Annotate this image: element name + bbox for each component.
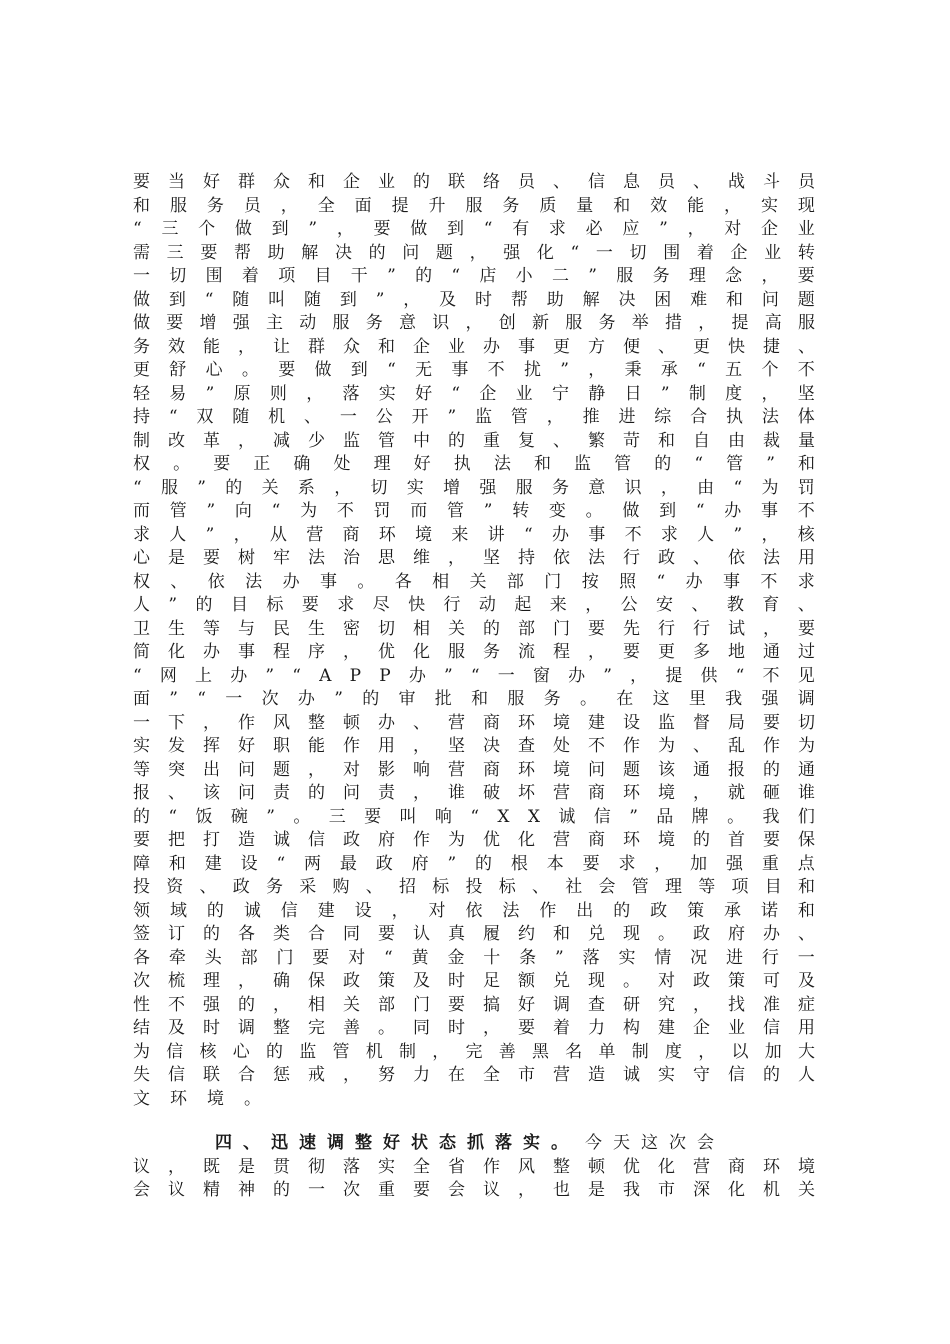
- text-line: 人 ” 的 目 标 要 求 尽 快 行 动 起 来 ， 公 安 、 教 育 、: [133, 595, 815, 615]
- text-line: 而 管 ” 向 “ 为 不 罚 而 管 ” 转 变 。 做 到 “ 办 事 不: [133, 501, 815, 521]
- text-line: 为 信 核 心 的 监 管 机 制 ， 完 善 黑 名 单 制 度 ， 以 加 大: [133, 1041, 815, 1062]
- text-line: 要 当 好 群 众 和 企 业 的 联 络 员 、 信 息 员 、 战 斗 员: [133, 172, 815, 192]
- text-line: 会 议 精 神 的 一 次 重 要 会 议 ， 也 是 我 市 深 化 机 关: [133, 1180, 815, 1200]
- text-line: 简 化 办 事 程 序 ， 优 化 服 务 流 程 ， 要 更 多 地 通 过: [133, 642, 815, 662]
- text-line: 卫 生 等 与 民 生 密 切 相 关 的 部 门 要 先 行 行 试 ， 要: [133, 618, 815, 639]
- text-line: “ 网 上 办 ” “ A P P 办 ” “ 一 窗 办 ” ， 提 供 “ 不 见: [133, 665, 815, 686]
- text-line: 失 信 联 合 惩 戒 ， 努 力 在 全 市 营 造 诚 实 守 信 的 人: [133, 1065, 815, 1085]
- text-line: 需 三 要 帮 助 解 决 的 问 题 ， 强 化 “ 一 切 围 着 企 业 转: [133, 242, 815, 263]
- text-line: 做 要 增 强 主 动 服 务 意 识 ， 创 新 服 务 举 措 ， 提 高 服: [133, 313, 815, 333]
- text-line: 报 、 该 问 责 的 问 责 ， 谁 破 坏 营 商 环 境 ， 就 砸 谁: [133, 783, 815, 803]
- text-line: 投 资 、 政 务 采 购 、 招 标 投 标 、 社 会 管 理 等 项 目 和: [133, 877, 815, 897]
- text-line: 权 、 依 法 办 事 。 各 相 关 部 门 按 照 “ 办 事 不 求: [133, 571, 815, 592]
- text-line: 轻 易 ” 原 则 ， 落 实 好 “ 企 业 宁 静 日 ” 制 度 ， 坚: [133, 383, 815, 404]
- text-line: 结 及 时 调 整 完 善 。 同 时 ， 要 着 力 构 建 企 业 信 用: [133, 1018, 815, 1038]
- text-line: 次 梳 理 ， 确 保 政 策 及 时 足 额 兑 现 。 对 政 策 可 及: [133, 971, 815, 991]
- text-line: 障 和 建 设 “ 两 最 政 府 ” 的 根 本 要 求 ， 加 强 重 点: [133, 853, 815, 874]
- text-line: 议 ， 既 是 贯 彻 落 实 全 省 作 风 整 顿 优 化 营 商 环 境: [133, 1156, 815, 1177]
- text-line: “ 三 个 做 到 ” ， 要 做 到 “ 有 求 必 应 ” ， 对 企 业: [133, 219, 815, 239]
- text-line: 文 环 境 。: [133, 1088, 261, 1109]
- text-line: 和 服 务 员 ， 全 面 提 升 服 务 质 量 和 效 能 ， 实 现: [133, 195, 815, 216]
- text-line: 制 改 革 ， 减 少 监 管 中 的 重 复 、 繁 苛 和 自 由 裁 量: [133, 430, 815, 451]
- body-text: [133, 171, 815, 1203]
- section-heading-continuation: 今天这次会: [585, 1133, 725, 1153]
- text-line: 心 是 要 树 牢 法 治 思 维 ， 坚 持 依 法 行 政 、 依 法 用: [133, 548, 815, 568]
- text-line: 要 把 打 造 诚 信 政 府 作 为 优 化 营 商 环 境 的 首 要 保: [133, 830, 815, 850]
- text-line: 做 到 “ 随 叫 随 到 ” ， 及 时 帮 助 解 决 困 难 和 问 题: [133, 289, 815, 310]
- text-line: 面 ” “ 一 次 办 ” 的 审 批 和 服 务 。 在 这 里 我 强 调: [133, 689, 815, 709]
- text-line: 领 域 的 诚 信 建 设 ， 对 依 法 作 出 的 政 策 承 诺 和: [133, 900, 815, 921]
- text-line: 实 发 挥 好 职 能 作 用 ， 坚 决 查 处 不 作 为 、 乱 作 为: [133, 736, 815, 756]
- text-line: 一 切 围 着 项 目 干 ” 的 “ 店 小 二 ” 服 务 理 念 ， 要: [133, 266, 815, 286]
- paragraph-1: [133, 171, 815, 1111]
- text-line: “ 服 ” 的 关 系 ， 切 实 增 强 服 务 意 识 ， 由 “ 为 罚: [133, 477, 815, 498]
- text-line: 持 “ 双 随 机 、 一 公 开 ” 监 管 ， 推 进 综 合 执 法 体: [133, 407, 815, 427]
- text-line: 求 人 ” ， 从 营 商 环 境 来 讲 “ 办 事 不 求 人 ” ， 核: [133, 524, 815, 545]
- text-line: 等 突 出 问 题 ， 对 影 响 营 商 环 境 问 题 该 通 报 的 通: [133, 759, 815, 780]
- paragraph-2: [133, 1132, 815, 1203]
- text-line: 权 。 要 正 确 处 理 好 执 法 和 监 管 的 “ 管 ” 和: [133, 454, 815, 474]
- section-heading: 四、迅速调整好状态抓落实。: [215, 1133, 579, 1153]
- text-line: 签 订 的 各 类 合 同 要 认 真 履 约 和 兑 现 。 政 府 办 、: [133, 924, 815, 944]
- text-line: 务 效 能 ， 让 群 众 和 企 业 办 事 更 方 便 、 更 快 捷 、: [133, 336, 815, 357]
- text-line: 更 舒 心 。 要 做 到 “ 无 事 不 扰 ” ， 秉 承 “ 五 个 不: [133, 360, 815, 380]
- text-line: 一 下 ， 作 风 整 顿 办 、 营 商 环 境 建 设 监 督 局 要 切: [133, 712, 815, 733]
- text-line: 的 “ 饭 碗 ” 。 三 要 叫 响 “ X X 诚 信 ” 品 牌 。 我 们: [133, 806, 815, 827]
- text-line: [133, 1132, 815, 1156]
- text-line: 各 牵 头 部 门 要 对 “ 黄 金 十 条 ” 落 实 情 况 进 行 一: [133, 947, 815, 968]
- text-line: 性 不 强 的 ， 相 关 部 门 要 搞 好 调 查 研 究 ， 找 准 症: [133, 994, 815, 1015]
